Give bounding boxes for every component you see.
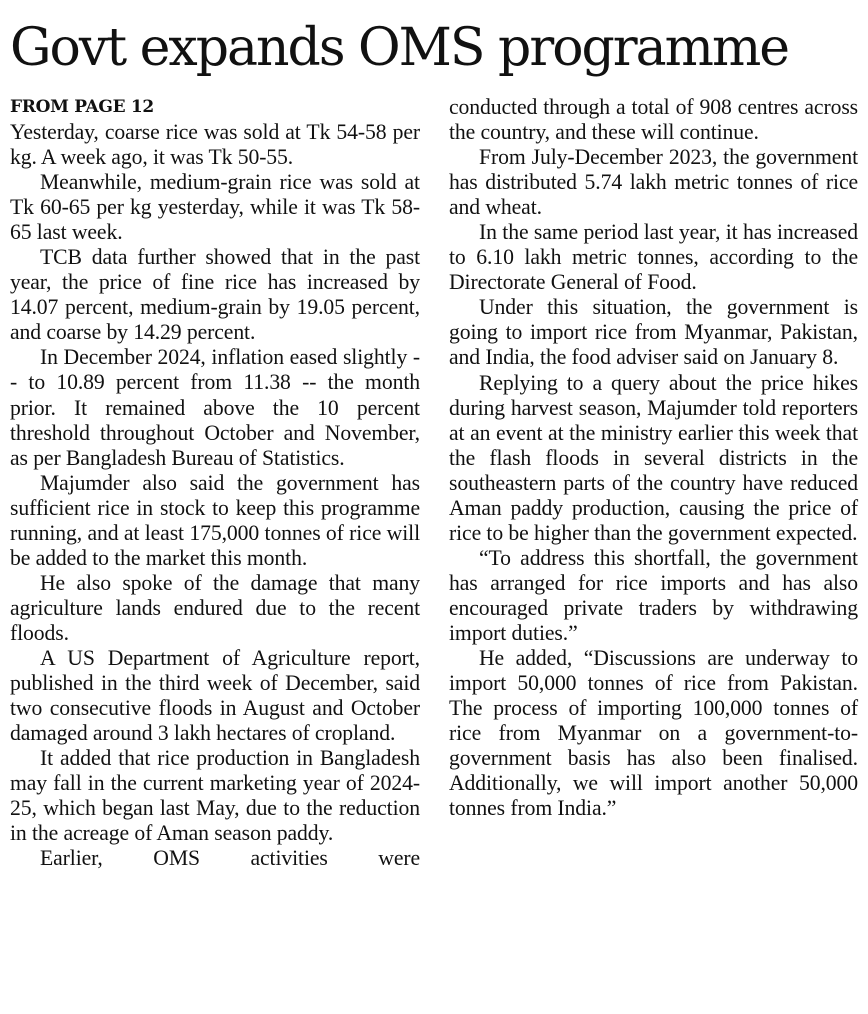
dateline: FROM PAGE 12 [10, 97, 154, 117]
paragraph: Majumder also said the government has sufficient rice in stock to keep this programme running, and at least 175,000 tonnes of rice will be added to the market this month. [10, 470, 420, 570]
paragraph: Replying to a query about the price hikes during harvest season, Majumder told reporters at an event at the ministry earlier this week that the flash floods in several districts in the southeastern parts of the country have reduced Aman paddy production, causing the price of rice to be higher than the government expected. [449, 370, 858, 545]
paragraph: Under this situation, the government is going to import rice from Myanmar, Pakistan, and India, the food adviser said on January 8. [449, 295, 858, 370]
paragraph: In December 2024, inflation eased slightly -- to 10.89 percent from 11.38 -- the month prior. It remained above the 10 percent threshold throughout October and November, as per Bangladesh Bureau of Statistics. [10, 345, 420, 470]
paragraph: TCB data further showed that in the past year, the price of fine rice has increased by 14.07 percent, medium-grain by 19.05 percent, and coarse by 14.29 percent. [10, 245, 420, 345]
paragraph: Yesterday, coarse rice was sold at Tk 54-58 per kg. A week ago, it was Tk 50-55. [10, 120, 420, 170]
headline: Govt expands OMS programme [10, 18, 789, 78]
paragraph: From July-December 2023, the government has distributed 5.74 lakh metric tonnes of rice and wheat. [449, 145, 858, 220]
paragraph: In the same period last year, it has increased to 6.10 lakh metric tonnes, according to the Directorate General of Food. [449, 220, 858, 295]
paragraph-continuation: conducted through a total of 908 centres across the country, and these will continue. [449, 95, 858, 145]
article-column-right [449, 95, 858, 821]
paragraph: He also spoke of the damage that many agriculture lands endured due to the recent floods. [10, 570, 420, 645]
article-column-left [10, 120, 420, 871]
paragraph: It added that rice production in Bangladesh may fall in the current marketing year of 2024-25, which began last May, due to the reduction in the acreage of Aman season paddy. [10, 746, 420, 846]
paragraph: A US Department of Agriculture report, published in the third week of December, said two consecutive floods in August and October damaged around 3 lakh hectares of cropland. [10, 645, 420, 746]
paragraph: Meanwhile, medium-grain rice was sold at Tk 60-65 per kg yesterday, while it was Tk 58-65 last week. [10, 170, 420, 245]
paragraph-continued: Earlier, OMS activities were [40, 846, 420, 871]
quote-paragraph: “To address this shortfall, the government has arranged for rice imports and has also encouraged private traders by withdrawing import duties.” [449, 545, 858, 645]
quote-paragraph: He added, “Discussions are underway to import 50,000 tonnes of rice from Pakistan. The process of importing 100,000 tonnes of rice from Myanmar on a government-to-government basis has also been finalised. Additionally, we will import another 50,000 tonnes from India.” [449, 646, 858, 821]
